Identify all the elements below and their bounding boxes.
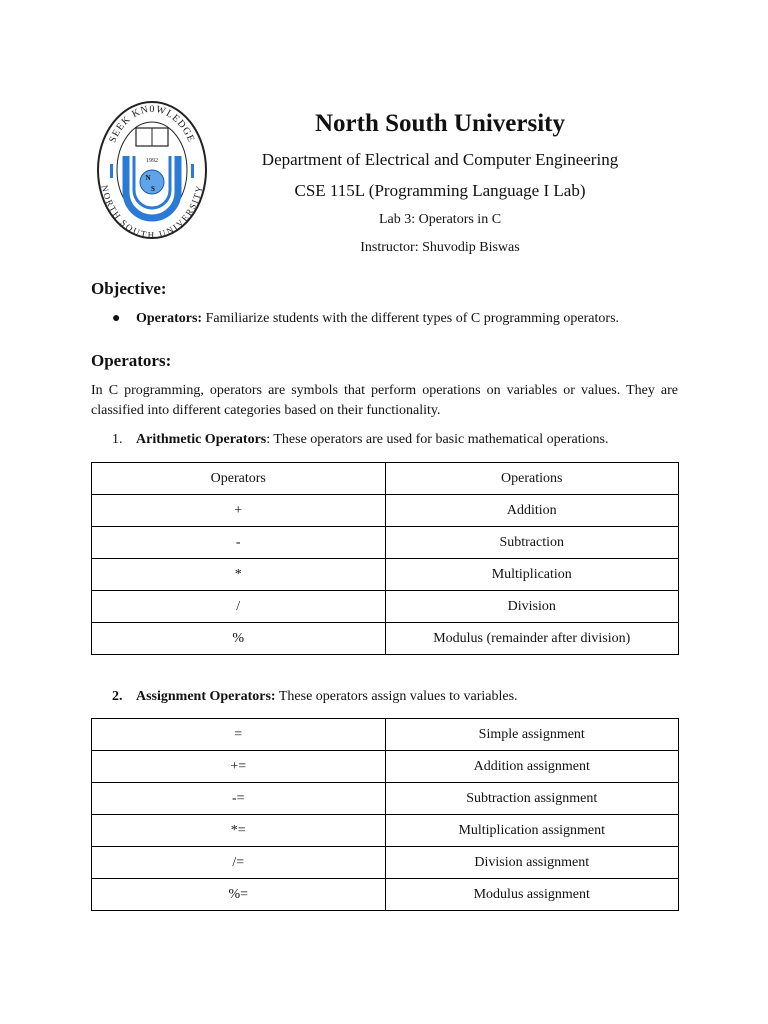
- assignment-label: Assignment Operators:: [136, 689, 276, 704]
- logo-letter-s: S: [151, 185, 155, 193]
- arithmetic-operators-table: [91, 462, 679, 655]
- arithmetic-item: [112, 432, 608, 448]
- table-row: [92, 847, 679, 879]
- lab-title: Lab 3: Operators in C: [378, 212, 502, 227]
- operator-cell: *: [92, 559, 386, 591]
- table-row: [92, 623, 679, 655]
- operator-cell: +: [92, 495, 386, 527]
- objective-heading: Objective:: [91, 279, 167, 298]
- operation-cell: Simple assignment: [385, 719, 679, 751]
- operation-cell: Multiplication assignment: [385, 815, 679, 847]
- assignment-item: [112, 689, 518, 705]
- table-row: [92, 527, 679, 559]
- operation-cell: Addition: [385, 495, 679, 527]
- table-row: [92, 751, 679, 783]
- table-header-cell: Operators: [92, 463, 386, 495]
- objective-bullet: [112, 311, 619, 327]
- table-row: [92, 815, 679, 847]
- operation-cell: Modulus assignment: [385, 879, 679, 911]
- torch-left-icon: [110, 164, 113, 178]
- arithmetic-text: : These operators are used for basic mathematical operations.: [266, 432, 609, 447]
- operator-cell: /: [92, 591, 386, 623]
- logo-bottom-text: NORTH SOUTH UNIVERSITY: [99, 184, 205, 240]
- course-name: CSE 115L (Programming Language I Lab): [294, 181, 586, 200]
- operator-cell: -=: [92, 783, 386, 815]
- operation-cell: Subtraction assignment: [385, 783, 679, 815]
- table-row: [92, 559, 679, 591]
- objective-bullet-text: Familiarize students with the different types of C programming operators.: [202, 311, 620, 326]
- arithmetic-label: Arithmetic Operators: [136, 432, 267, 447]
- table-row: [92, 783, 679, 815]
- bullet-icon: ●: [112, 311, 121, 326]
- department-name: Department of Electrical and Computer Engineering: [261, 150, 619, 169]
- university-seal-logo: [96, 100, 208, 240]
- operators-intro: In C programming, operators are symbols that perform operations on variables or values. They are classified into different categories based on their functionality.: [91, 383, 678, 418]
- operator-cell: *=: [92, 815, 386, 847]
- operation-cell: Modulus (remainder after division): [385, 623, 679, 655]
- table-row: [92, 591, 679, 623]
- table-row: [92, 495, 679, 527]
- logo-top-text: SEEK KN0WLEDGE: [107, 103, 197, 145]
- arithmetic-number: 1.: [112, 432, 123, 447]
- operator-cell: %: [92, 623, 386, 655]
- logo-year: 1992: [146, 158, 158, 164]
- torch-right-icon: [191, 164, 194, 178]
- operator-cell: %=: [92, 879, 386, 911]
- assignment-number: 2.: [112, 689, 123, 704]
- operation-cell: Addition assignment: [385, 751, 679, 783]
- operation-cell: Subtraction: [385, 527, 679, 559]
- assignment-operators-table: [91, 718, 679, 911]
- operator-cell: =: [92, 719, 386, 751]
- objective-bullet-label: Operators:: [136, 311, 203, 326]
- operation-cell: Multiplication: [385, 559, 679, 591]
- table-row: [92, 719, 679, 751]
- instructor-name: Instructor: Shuvodip Biswas: [360, 240, 520, 255]
- operation-cell: Division assignment: [385, 847, 679, 879]
- operator-cell: /=: [92, 847, 386, 879]
- table-header-row: [92, 463, 679, 495]
- table-header-cell: Operations: [385, 463, 679, 495]
- table-row: [92, 879, 679, 911]
- operator-cell: -: [92, 527, 386, 559]
- university-title: North South University: [314, 110, 565, 137]
- operation-cell: Division: [385, 591, 679, 623]
- operator-cell: +=: [92, 751, 386, 783]
- operators-heading: Operators:: [91, 351, 172, 370]
- logo-letter-n: N: [145, 174, 151, 182]
- assignment-text: These operators assign values to variables.: [275, 689, 518, 704]
